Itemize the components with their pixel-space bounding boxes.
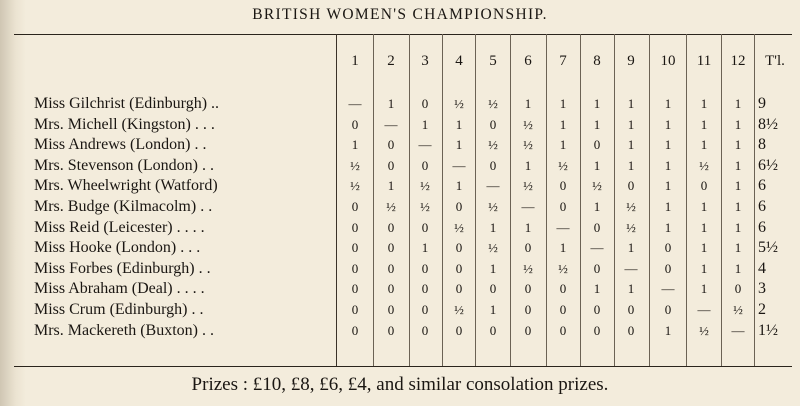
score-cell: 0 — [593, 219, 601, 235]
score-cell: 1 — [734, 199, 742, 214]
player-name: Miss Abraham (Deal) . . . . — [34, 280, 205, 298]
score-cell: 1 — [700, 96, 708, 111]
column-header-3: 3 — [421, 53, 429, 69]
score-cell: 0 — [421, 302, 429, 317]
column-header-4: 4 — [455, 53, 463, 69]
score-cell: 0 — [700, 178, 708, 194]
total-cell: 6 — [758, 198, 766, 215]
score-cell: 1 — [559, 96, 567, 111]
score-cell: 0 — [559, 178, 567, 194]
score-cell: 1 — [700, 240, 708, 256]
score-cell: ½ — [420, 199, 430, 214]
bottom-rule — [14, 366, 792, 367]
score-cell: — — [486, 178, 500, 194]
score-cell: ½ — [488, 199, 498, 214]
score-cell: ½ — [386, 199, 396, 214]
table-title: BRITISH WOMEN'S CHAMPIONSHIP. — [252, 6, 548, 23]
score-cell: 1 — [421, 116, 429, 132]
score-cell: 1 — [627, 96, 635, 111]
score-cell: 1 — [593, 157, 601, 173]
score-cell: 1 — [664, 116, 672, 132]
score-cell: 1 — [734, 240, 742, 256]
total-cell: 2 — [758, 301, 766, 318]
score-cell: 0 — [559, 322, 567, 338]
score-cell: 1 — [387, 96, 395, 111]
column-header-12: 12 — [730, 53, 746, 69]
player-name: Mrs. Mackereth (Buxton) . . — [34, 321, 214, 339]
score-cell: 0 — [387, 157, 395, 173]
score-cell: 1 — [734, 137, 742, 153]
score-cell: 1 — [664, 96, 672, 111]
score-cell: — — [556, 219, 570, 235]
score-cell: ½ — [523, 260, 533, 276]
score-cell: ½ — [699, 157, 709, 173]
column-header-8: 8 — [593, 53, 601, 69]
player-name: Miss Andrews (London) . . — [34, 136, 207, 154]
score-cell: 1 — [593, 96, 601, 111]
score-cell: — — [452, 157, 466, 173]
score-cell: 1 — [664, 157, 672, 173]
player-name: Mrs. Budge (Kilmacolm) . . — [34, 198, 213, 215]
score-cell: 1 — [734, 260, 742, 276]
score-cell: 1 — [455, 137, 463, 153]
total-cell: 1½ — [758, 321, 778, 339]
score-cell: ½ — [626, 199, 636, 214]
score-cell: — — [661, 281, 675, 297]
score-cell: 1 — [734, 178, 742, 194]
score-cell: 0 — [593, 137, 601, 153]
score-cell: 1 — [559, 116, 567, 132]
score-cell: 0 — [351, 281, 359, 297]
score-cell: 0 — [351, 240, 359, 256]
score-cell: ½ — [420, 178, 430, 194]
score-cell: 0 — [627, 178, 635, 194]
total-cell: 4 — [758, 259, 766, 277]
score-cell: 1 — [559, 240, 567, 256]
score-cell: ½ — [523, 137, 533, 153]
score-cell: 0 — [627, 322, 635, 338]
score-cell: ½ — [558, 260, 568, 276]
score-cell: 0 — [421, 322, 429, 338]
total-cell: 3 — [758, 280, 766, 298]
score-cell: 0 — [351, 302, 359, 317]
score-cell: 0 — [559, 199, 567, 214]
column-header-9: 9 — [627, 53, 635, 69]
score-cell: 0 — [421, 281, 429, 297]
score-cell: 0 — [734, 281, 742, 297]
score-cell: — — [697, 302, 711, 317]
score-cell: 1 — [524, 96, 532, 111]
score-cell: ½ — [350, 157, 360, 173]
score-cell: ½ — [523, 116, 533, 132]
score-cell: ½ — [488, 137, 498, 153]
score-cell: 0 — [351, 199, 359, 214]
score-cell: — — [624, 260, 638, 276]
score-cell: 1 — [627, 116, 635, 132]
score-cell: ½ — [523, 178, 533, 194]
score-cell: 0 — [387, 240, 395, 256]
score-cell: 0 — [421, 219, 429, 235]
column-header-11: 11 — [696, 53, 712, 69]
score-cell: 0 — [593, 302, 601, 317]
player-name: Miss Forbes (Edinburgh) . . — [34, 259, 211, 277]
score-cell: 0 — [489, 116, 497, 132]
total-cell: 6 — [758, 218, 766, 236]
score-cell: 1 — [387, 178, 395, 194]
score-cell: ½ — [454, 96, 464, 111]
total-cell: 8½ — [758, 115, 778, 133]
column-header-1: 1 — [351, 53, 359, 69]
score-cell: 0 — [351, 322, 359, 338]
score-cell: ½ — [558, 157, 568, 173]
score-cell: 0 — [387, 260, 395, 276]
player-name: Mrs. Stevenson (London) . . — [34, 156, 214, 174]
column-header-2: 2 — [387, 53, 395, 69]
score-cell: ½ — [592, 178, 602, 194]
score-cell: 0 — [664, 240, 672, 256]
score-cell: 1 — [559, 137, 567, 153]
score-cell: 1 — [421, 240, 429, 256]
score-cell: 0 — [455, 199, 463, 214]
score-cell: 0 — [524, 322, 532, 338]
column-header-10: 10 — [660, 53, 676, 69]
score-cell: — — [590, 240, 604, 256]
score-cell: 1 — [627, 137, 635, 153]
score-cell: — — [521, 199, 535, 214]
score-cell: — — [731, 322, 745, 338]
page-gutter — [0, 0, 26, 406]
score-cell: 0 — [351, 116, 359, 132]
score-cell: — — [348, 96, 362, 111]
score-cell: 1 — [524, 219, 532, 235]
score-cell: 0 — [559, 302, 567, 317]
score-cell: 0 — [455, 322, 463, 338]
player-name: Miss Crum (Edinburgh) . . — [34, 301, 204, 318]
column-header-7: 7 — [559, 53, 567, 69]
score-cell: 0 — [387, 137, 395, 153]
score-cell: ½ — [350, 178, 360, 194]
total-cell: 6½ — [758, 156, 778, 174]
score-cell: — — [384, 116, 398, 132]
total-cell: 9 — [758, 95, 766, 112]
score-cell: 0 — [387, 322, 395, 338]
score-cell: 1 — [455, 116, 463, 132]
score-cell: 1 — [700, 281, 708, 297]
score-cell: 1 — [734, 219, 742, 235]
score-cell: 0 — [387, 302, 395, 317]
score-cell: 1 — [734, 116, 742, 132]
score-cell: 1 — [489, 302, 497, 317]
player-name: Miss Hooke (London) . . . — [34, 239, 201, 257]
score-cell: 1 — [489, 219, 497, 235]
score-cell: 1 — [734, 157, 742, 173]
total-cell: 8 — [758, 136, 766, 154]
score-cell: 1 — [700, 219, 708, 235]
score-cell: 1 — [664, 199, 672, 214]
score-cell: 0 — [664, 302, 672, 317]
score-cell: 0 — [524, 281, 532, 297]
player-name: Mrs. Michell (Kingston) . . . — [34, 115, 215, 133]
score-cell: 0 — [387, 281, 395, 297]
score-cell: 0 — [455, 281, 463, 297]
score-cell: 0 — [455, 260, 463, 276]
score-cell: ½ — [488, 240, 498, 256]
score-cell: 1 — [627, 157, 635, 173]
score-cell: 0 — [559, 281, 567, 297]
score-cell: 0 — [421, 260, 429, 276]
score-cell: ½ — [626, 219, 636, 235]
column-header-5: 5 — [489, 53, 497, 69]
score-cell: 0 — [489, 281, 497, 297]
score-cell: ½ — [733, 302, 743, 317]
score-cell: 1 — [664, 322, 672, 338]
score-cell: 0 — [351, 260, 359, 276]
score-cell: 1 — [593, 281, 601, 297]
score-cell: 0 — [421, 96, 429, 111]
player-name: Mrs. Wheelwright (Watford) — [34, 177, 218, 195]
total-cell: 6 — [758, 177, 766, 195]
score-cell: 1 — [524, 157, 532, 173]
player-name: Miss Reid (Leicester) . . . . — [34, 218, 205, 236]
player-name: Miss Gilchrist (Edinburgh) .. — [34, 95, 220, 112]
score-cell: 1 — [593, 199, 601, 214]
score-cell: 0 — [351, 219, 359, 235]
score-cell: 1 — [489, 260, 497, 276]
score-cell: 1 — [351, 137, 359, 153]
prizes-note: Prizes : £10, £8, £6, £4, and similar consolation prizes. — [191, 374, 609, 395]
score-cell: 1 — [734, 96, 742, 111]
score-cell: ½ — [454, 302, 464, 317]
score-cell: 0 — [455, 240, 463, 256]
top-rule — [14, 34, 792, 35]
score-cell: 0 — [524, 302, 532, 317]
score-cell: 0 — [387, 219, 395, 235]
score-cell: 0 — [627, 302, 635, 317]
score-cell: 0 — [421, 157, 429, 173]
score-cell: 0 — [664, 260, 672, 276]
score-cell: ½ — [488, 96, 498, 111]
score-cell: 1 — [627, 281, 635, 297]
score-cell: 0 — [489, 322, 497, 338]
score-cell: ½ — [699, 322, 709, 338]
score-cell: 1 — [627, 240, 635, 256]
column-header-total: T'l. — [765, 53, 785, 69]
score-cell: 1 — [700, 116, 708, 132]
score-cell: 1 — [664, 178, 672, 194]
score-cell: 1 — [700, 199, 708, 214]
score-cell: 1 — [664, 137, 672, 153]
score-cell: — — [418, 137, 432, 153]
total-cell: 5½ — [758, 239, 778, 257]
column-header-6: 6 — [524, 53, 532, 69]
score-cell: 1 — [664, 219, 672, 235]
score-cell: 0 — [593, 260, 601, 276]
score-cell: 1 — [455, 178, 463, 194]
score-cell: 0 — [593, 322, 601, 338]
score-cell: 0 — [489, 157, 497, 173]
score-cell: ½ — [454, 219, 464, 235]
score-cell: 1 — [700, 137, 708, 153]
score-cell: 1 — [593, 116, 601, 132]
score-cell: 1 — [700, 260, 708, 276]
score-cell: 0 — [524, 240, 532, 256]
